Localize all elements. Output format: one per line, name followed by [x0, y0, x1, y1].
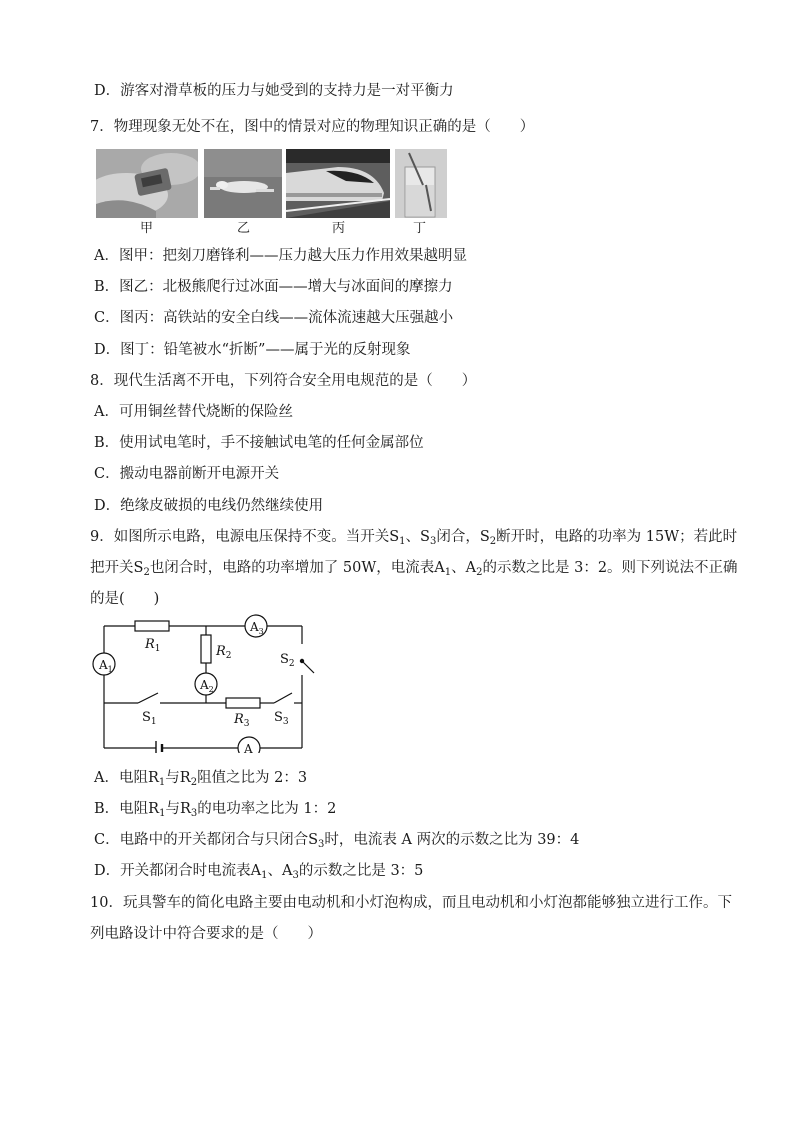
resistor-r3 — [226, 698, 260, 708]
q7-option-b: B．图乙：北极熊爬行过冰面——增大与冰面间的摩擦力 — [94, 279, 453, 295]
q9-stem-line3: 的是( ) — [90, 591, 160, 607]
q7-option-c: C．图丙：高铁站的安全白线——流体流速越大压强越小 — [94, 310, 454, 326]
label-a: A — [244, 742, 253, 753]
label-s3: $S_3$ — [274, 710, 289, 727]
photo-jia-carving-knife — [96, 149, 198, 218]
switch-s2-pivot — [300, 659, 303, 662]
photo-bing-high-speed-train — [286, 149, 390, 218]
caption-bing: 丙 — [332, 221, 346, 236]
q9-option-a: A．电阻$R_1$与$R_2$阻值之比为 2：3 — [94, 770, 308, 788]
resistor-r1 — [135, 621, 169, 631]
q9-option-b: B．电阻$R_1$与$R_3$的电功率之比为 1：2 — [94, 801, 337, 819]
caption-jia: 甲 — [140, 221, 154, 236]
label-s1: $S_1$ — [142, 710, 157, 727]
label-r1: $R_1$ — [145, 637, 161, 654]
q9-circuit-diagram — [90, 613, 320, 753]
q10-stem-line1: 10．玩具警车的简化电路主要由电动机和小灯泡构成，而且电动机和小灯泡都能够独立进行工作。下 — [90, 895, 732, 911]
resistor-r2 — [201, 635, 211, 663]
q8-option-b: B．使用试电笔时，手不接触试电笔的任何金属部位 — [94, 435, 424, 451]
caption-ding: 丁 — [413, 221, 427, 236]
label-a3: $A_3$ — [250, 620, 264, 636]
q9-option-d: D．开关都闭合时电流表$A_1$、$A_3$的示数之比是 3：5 — [94, 863, 424, 881]
label-r3: $R_3$ — [234, 712, 250, 729]
q7-option-a: A．图甲：把刻刀磨锋利——压力越大压力作用效果越明显 — [94, 248, 467, 264]
q10-stem-line2: 列电路设计中符合要求的是（ ） — [90, 926, 322, 942]
caption-yi: 乙 — [237, 221, 251, 236]
switch-s2-blade — [302, 661, 314, 673]
switch-s1-blade — [138, 693, 158, 703]
photo-yi-polar-bear — [204, 149, 282, 218]
q8-option-a: A．可用铜丝替代烧断的保险丝 — [94, 404, 293, 420]
label-a1: $A_1$ — [99, 658, 113, 674]
q6-option-d: D．游客对滑草板的压力与她受到的支持力是一对平衡力 — [94, 83, 454, 99]
q7-option-d: D．图丁：铅笔被水“折断”——属于光的反射现象 — [94, 342, 411, 358]
switch-s3-blade — [274, 693, 292, 703]
q9-stem-line2: 把开关$S_2$也闭合时，电路的功率增加了 50W，电流表$A_1$、$A_2$的示数之比是 3：2。则下列说法不正确 — [90, 560, 738, 578]
q8-stem: 8．现代生活离不开电，下列符合安全用电规范的是（ ） — [90, 373, 477, 389]
q8-option-d: D．绝缘皮破损的电线仍然继续使用 — [94, 498, 324, 514]
q9-option-c: C．电路中的开关都闭合与只闭合$S_3$时，电流表 A 两次的示数之比为 39：4 — [94, 832, 580, 850]
label-s2: $S_2$ — [280, 652, 295, 669]
photo-ding-pencil-in-water — [395, 149, 447, 218]
q8-option-c: C．搬动电器前断开电源开关 — [94, 466, 280, 482]
q9-stem-line1: 9．如图所示电路，电源电压保持不变。当开关$S_1$、$S_3$闭合，$S_2$断开时，电路的功率为 15W；若此时 — [90, 529, 738, 547]
q7-stem: 7．物理现象无处不在，图中的情景对应的物理知识正确的是（ ） — [90, 119, 535, 135]
label-a2: $A_2$ — [200, 678, 214, 694]
label-r2: $R_2$ — [216, 644, 232, 661]
